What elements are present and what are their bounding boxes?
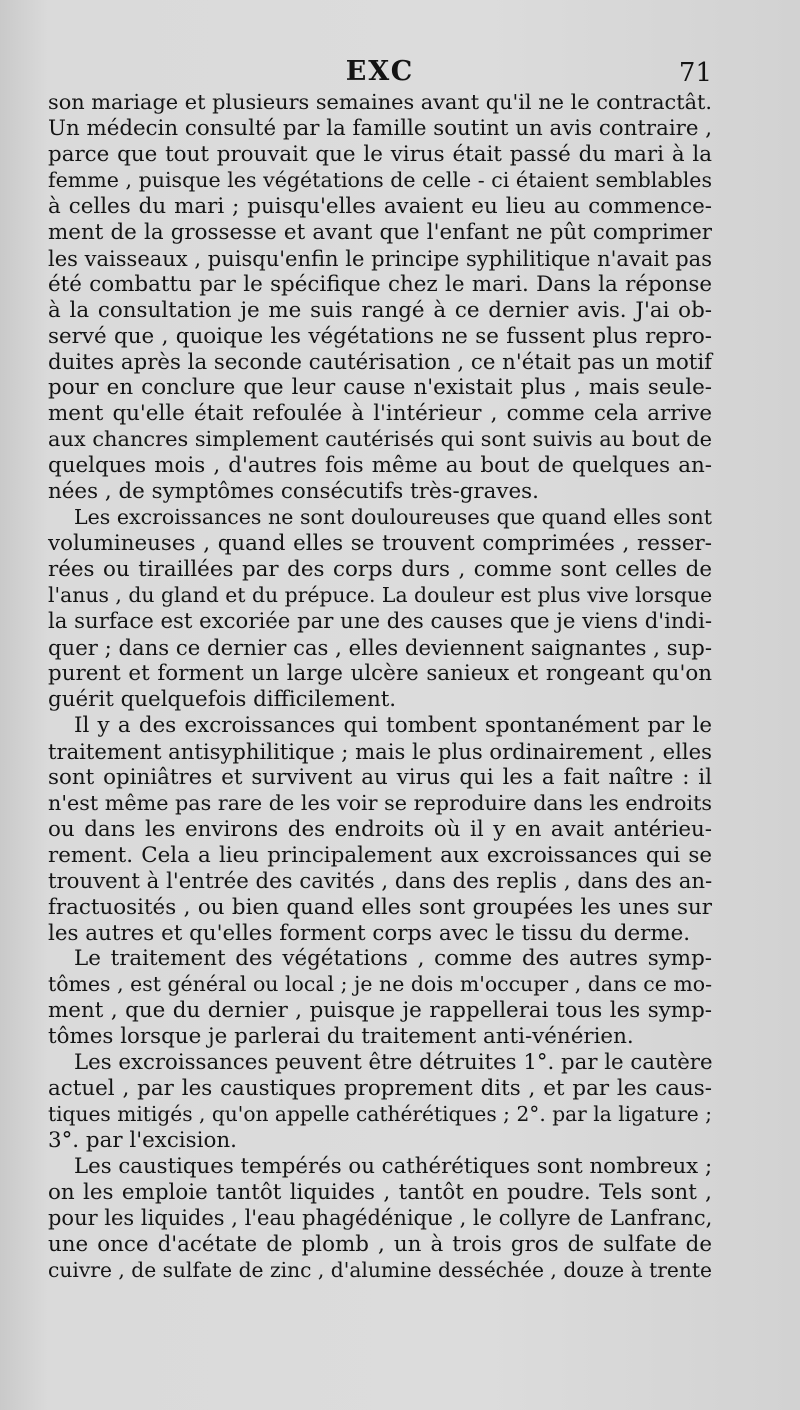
text-line: fractuosités , ou bien quand elles sont groupées les unes sur — [48, 894, 712, 920]
body-text — [48, 90, 712, 1284]
text-line: guérit quelquefois difficilement. — [48, 686, 397, 712]
text-line: duites après la seconde cautérisation , ce n'était pas un motif — [48, 349, 712, 375]
text-line: les autres et qu'elles forment corps avec le tissu du derme. — [48, 920, 691, 946]
text-line: quelques mois , d'autres fois même au bout de quelques an- — [48, 453, 712, 479]
text-line: tômes lorsque je parlerai du traitement anti-vénérien. — [48, 1024, 634, 1050]
text-line: volumineuses , quand elles se trouvent comprimées , resser- — [48, 531, 712, 557]
text-line: la surface est excoriée par une des causes que je viens d'indi- — [48, 609, 713, 635]
text-line: n'est même pas rare de les voir se reproduire dans les endroits — [48, 790, 712, 815]
running-head: EXC — [345, 56, 415, 87]
text-line: ment , que du dernier , puisque je rappellerai tous les symp- — [48, 998, 712, 1024]
text-line: à la consultation je me suis rangé à ce dernier avis. J'ai ob- — [48, 297, 712, 323]
text-line: servé que , quoique les végétations ne se fussent plus repro- — [48, 323, 712, 349]
text-line: parce que tout prouvait que le virus était passé du mari à la — [48, 141, 712, 167]
text-line: ou dans les environs des endroits où il y en avait antérieu- — [48, 816, 712, 842]
text-line: actuel , par les caustiques proprement dits , et par les caus- — [48, 1076, 712, 1102]
text-line: les vaisseaux , puisqu'enfin le principe syphilitique n'avait pas — [48, 245, 712, 271]
text-line: nées , de symptômes consécutifs très-graves. — [48, 479, 539, 505]
text-line: rées ou tiraillées par des corps durs , comme sont celles de — [48, 557, 712, 583]
text-line: à celles du mari ; puisqu'elles avaient eu lieu au commence- — [48, 193, 712, 219]
text-line: traitement antisyphilitique ; mais le plus ordinairement , elles — [48, 738, 712, 764]
text-line: tiques mitigés , qu'on appelle cathérétiques ; 2°. par la ligature ; — [48, 1102, 712, 1127]
text-line: Les excroissances ne sont douloureuses que quand elles sont — [74, 505, 712, 530]
text-line: pour les liquides , l'eau phagédénique , le collyre de Lanfranc, — [48, 1205, 713, 1230]
text-line: Un médecin consulté par la famille soutint un avis contraire , — [48, 115, 713, 141]
text-line: tômes , est général ou local ; je ne dois m'occuper , dans ce mo- — [48, 972, 712, 997]
text-line: l'anus , du gland et du prépuce. La douleur est plus vive lorsque — [48, 583, 713, 608]
text-line: sont opiniâtres et survivent au virus qui les a fait naître : il — [48, 764, 712, 790]
text-line: pour en conclure que leur cause n'existait plus , mais seule- — [48, 375, 712, 401]
text-line: ment de la grossesse et avant que l'enfant ne pût comprimer — [48, 219, 712, 245]
text-line: été combattu par le spécifique chez le mari. Dans la réponse — [48, 271, 712, 297]
text-line: rement. Cela a lieu principalement aux excroissances qui se — [48, 842, 712, 868]
text-line: son mariage et plusieurs semaines avant qu'il ne le contractât. — [48, 90, 712, 114]
text-line: Les caustiques tempérés ou cathérétiques sont nombreux ; — [74, 1154, 713, 1180]
text-line: purent et forment un large ulcère sanieux et rongeant qu'on — [48, 660, 712, 686]
text-line: une once d'acétate de plomb , un à trois gros de sulfate de — [48, 1231, 712, 1257]
text-line: Le traitement des végétations , comme des autres symp- — [74, 946, 712, 972]
text-line: trouvent à l'entrée des cavités , dans des replis , dans des an- — [48, 868, 713, 894]
text-line: ment qu'elle était refoulée à l'intérieur , comme cela arrive — [48, 401, 712, 427]
text-line: cuivre , de sulfate de zinc , d'alumine desséchée , douze à trente — [48, 1257, 712, 1282]
text-line: femme , puisque les végétations de celle - ci étaient semblables — [48, 167, 712, 192]
page-header — [48, 56, 712, 90]
text-line: Les excroissances peuvent être détruites 1°. par le cautère — [74, 1050, 713, 1076]
text-line: 3°. par l'excision. — [48, 1128, 237, 1154]
text-line: Il y a des excroissances qui tombent spontanément par le — [74, 712, 712, 738]
text-line: quer ; dans ce dernier cas , elles deviennent saignantes , sup- — [48, 635, 712, 661]
text-line: on les emploie tantôt liquides , tantôt en poudre. Tels sont , — [48, 1180, 712, 1206]
page-number: 71 — [678, 58, 712, 88]
text-line: aux chancres simplement cautérisés qui sont suivis au bout de — [48, 427, 712, 452]
